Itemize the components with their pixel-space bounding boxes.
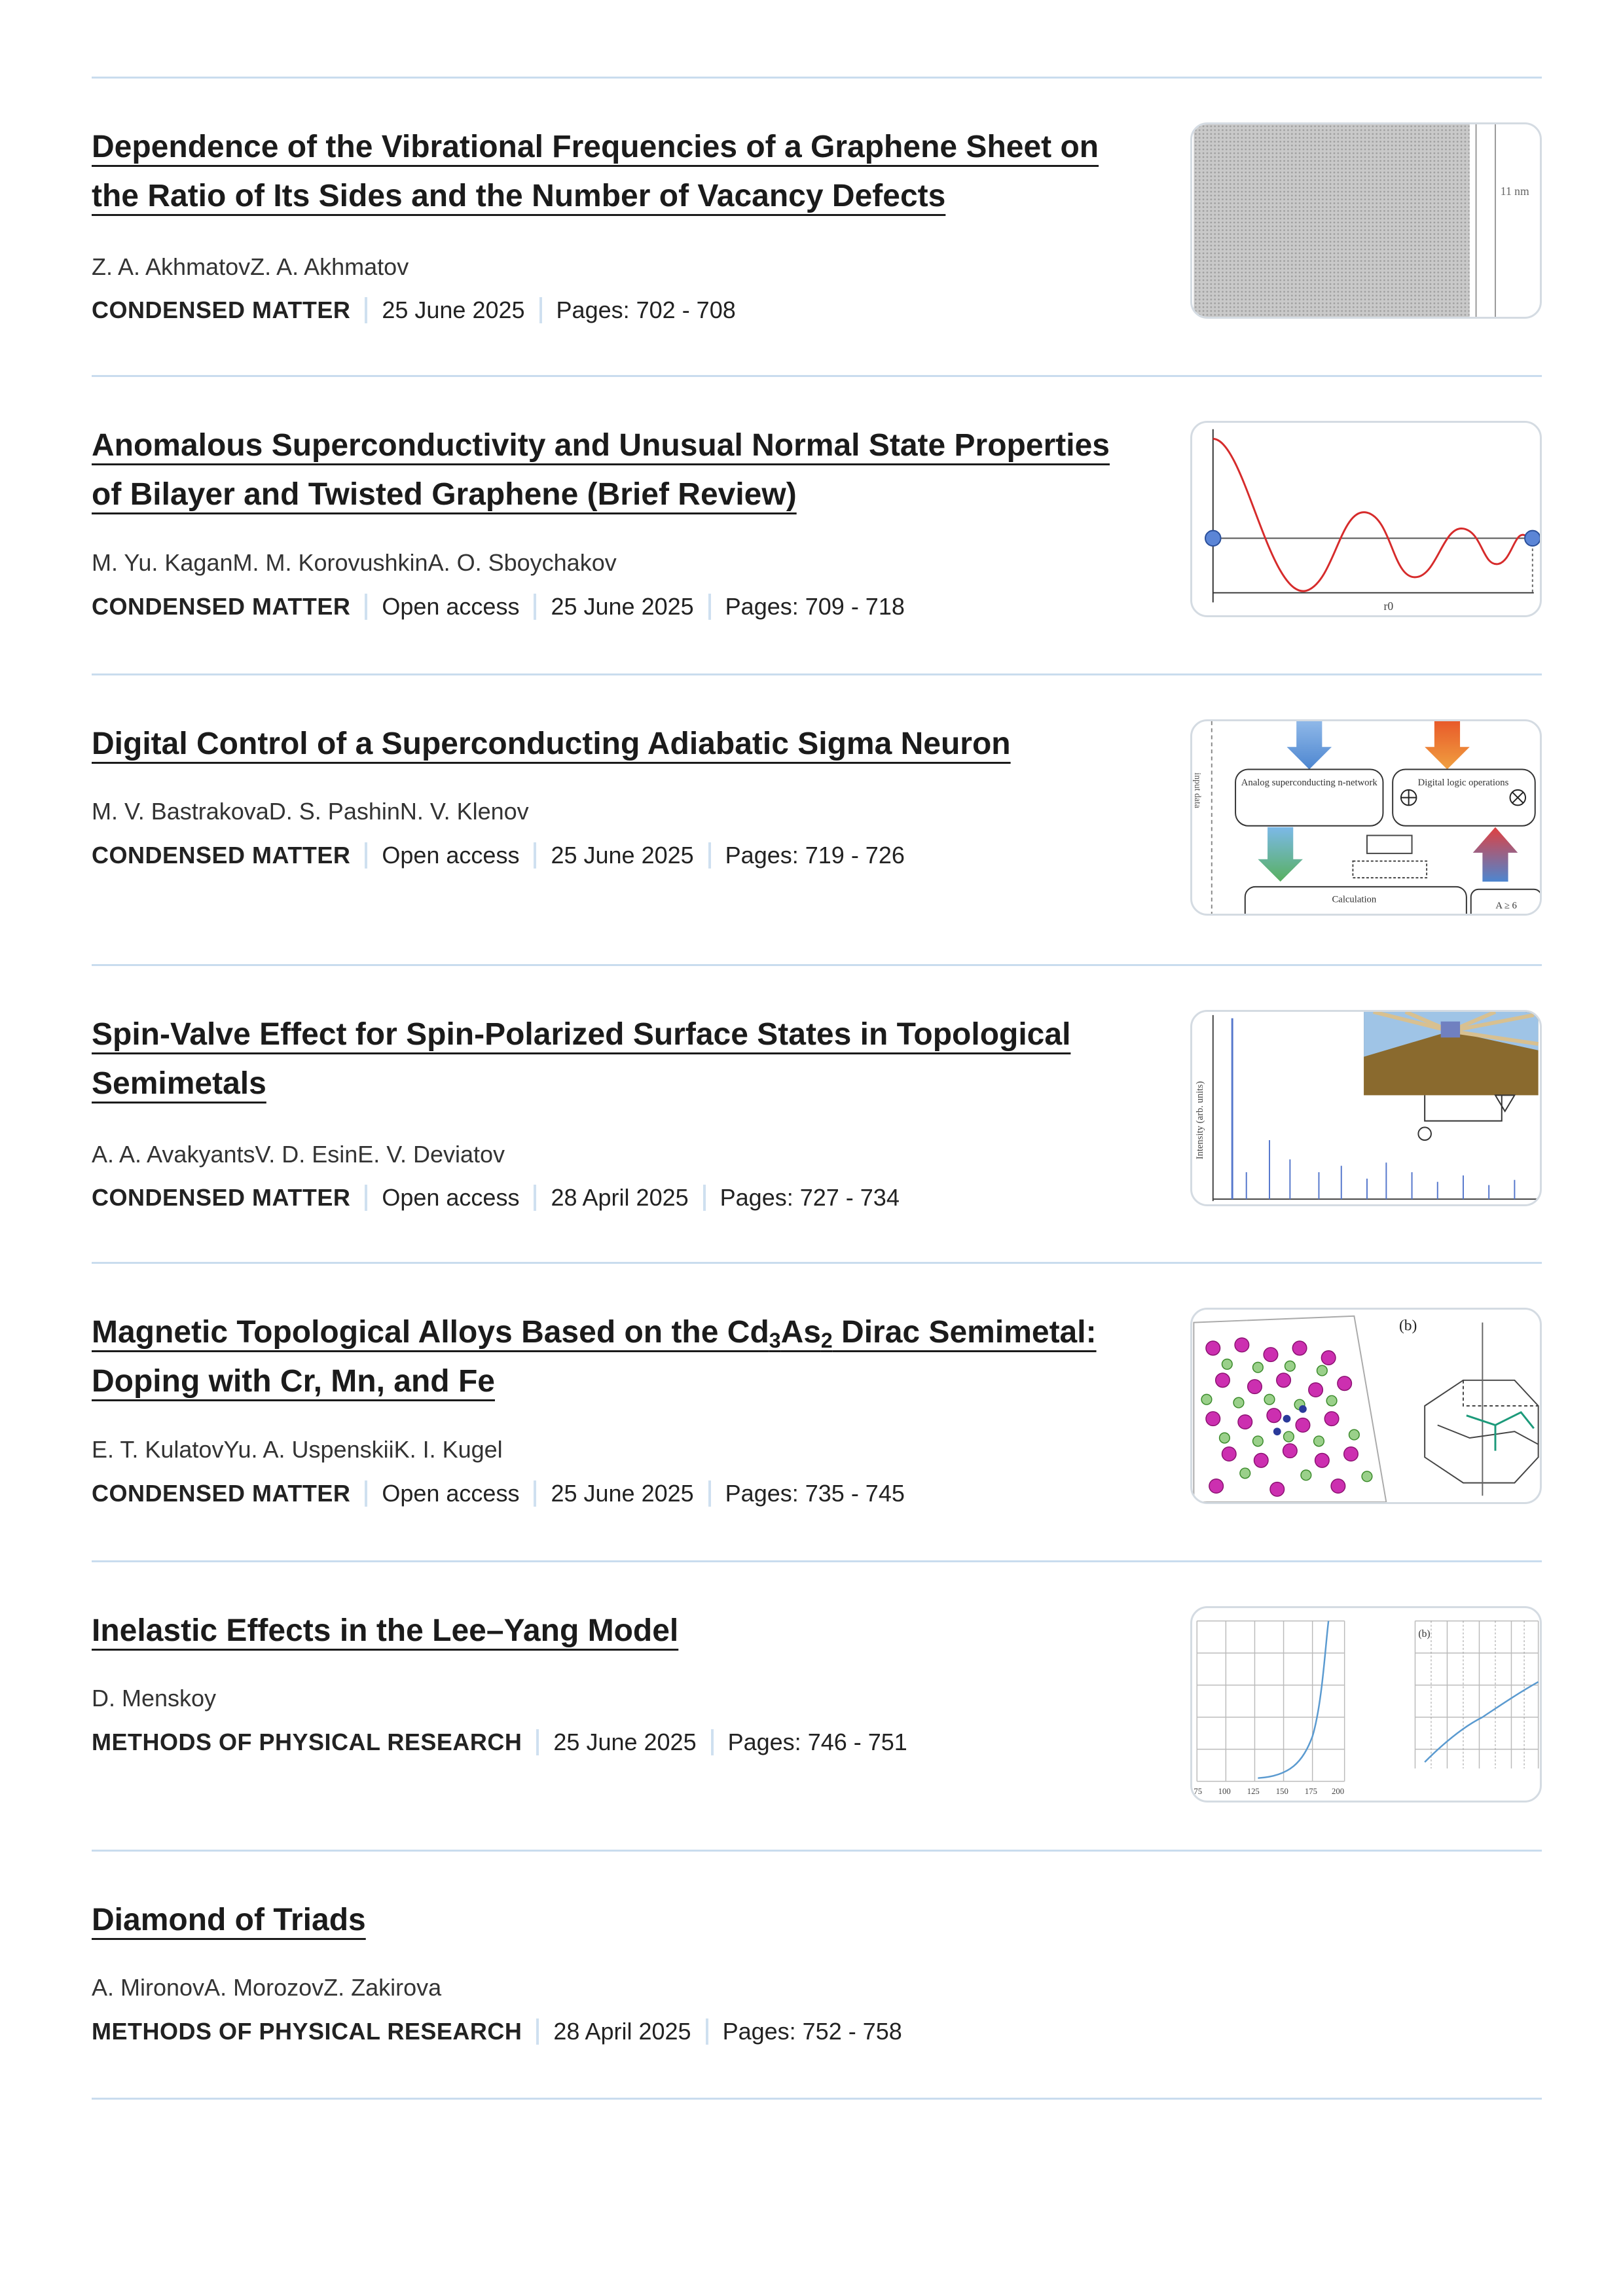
open-access-badge: Open access — [382, 593, 520, 620]
article-title-text[interactable]: Dependence of the Vibrational Frequencies of a Graphene Sheet on the Ratio of Its Sides and the Number of Vacancy Defects — [92, 130, 1099, 213]
meta-separator — [703, 1185, 706, 1211]
article-date: 28 April 2025 — [553, 2018, 691, 2045]
axis-label: r0 — [1383, 600, 1394, 613]
meta-separator — [534, 1480, 536, 1507]
neuron-schematic — [1192, 721, 1540, 914]
article-meta — [92, 842, 905, 869]
article-title-text[interactable]: Anomalous Superconductivity and Unusual Normal State Properties of Bilayer and Twisted Graphene (Brief Review) — [92, 428, 1110, 512]
xrd-spectrum-image — [1192, 1012, 1540, 1204]
meta-separator — [536, 1729, 539, 1755]
meta-separator — [708, 842, 711, 869]
article-thumbnail[interactable] — [1190, 1606, 1542, 1803]
article-section[interactable]: CONDENSED MATTER — [92, 842, 351, 869]
article-section[interactable]: CONDENSED MATTER — [92, 1184, 351, 1211]
divider — [92, 964, 1542, 966]
article-title-text[interactable]: Magnetic Topological Alloys Based on the $Cd_3As_2$ Dirac Semimetal: Doping with Cr, Mn, and Fe — [92, 1315, 1097, 1399]
article-thumbnail[interactable] — [1190, 1308, 1542, 1504]
article-meta — [92, 593, 905, 620]
tick-label: 175 — [1304, 1787, 1318, 1797]
damped-oscillation-plot — [1192, 423, 1540, 615]
article-pages: Pages: 746 - 751 — [727, 1729, 907, 1755]
divider — [92, 77, 1542, 79]
meta-separator — [534, 594, 536, 620]
article-section[interactable]: CONDENSED MATTER — [92, 1480, 351, 1507]
tick-label: 100 — [1218, 1787, 1231, 1797]
block-label: Analog superconducting n-network — [1241, 778, 1377, 788]
article-date: 25 June 2025 — [382, 296, 525, 323]
article-pages: Pages: 727 - 734 — [720, 1184, 900, 1211]
block-label: A ≥ 6 — [1495, 901, 1517, 912]
divider — [92, 673, 1542, 675]
article-pages: Pages: 702 - 708 — [556, 296, 736, 323]
article-meta — [92, 2018, 902, 2045]
article-date: 25 June 2025 — [551, 842, 694, 869]
article-authors: M. Yu. KaganM. M. KorovushkinA. O. Sboychakov — [92, 549, 617, 576]
article-authors: A. A. AvakyantsV. D. EsinE. V. Deviatov — [92, 1141, 505, 1168]
article-section[interactable]: CONDENSED MATTER — [92, 296, 351, 323]
article-meta — [92, 1184, 900, 1211]
panel-label: (b) — [1418, 1628, 1431, 1640]
article-authors: D. Menskoy — [92, 1685, 217, 1712]
article-date: 25 June 2025 — [551, 1480, 694, 1507]
article-title-text[interactable]: Spin-Valve Effect for Spin-Polarized Surface States in Topological Semimetals — [92, 1017, 1071, 1101]
grid-plot-image — [1192, 1608, 1540, 1801]
article-authors: E. T. KulatovYu. A. UspenskiiK. I. Kugel — [92, 1436, 503, 1463]
article-date: 25 June 2025 — [553, 1729, 697, 1755]
article-thumbnail[interactable] — [1190, 122, 1542, 319]
meta-separator — [539, 297, 542, 323]
meta-separator — [365, 1185, 367, 1211]
block-label: Calculation — [1332, 894, 1377, 905]
article-title-link[interactable] — [92, 1308, 1139, 1406]
crystal-structure-image — [1192, 1310, 1540, 1502]
graphene-sheet-image — [1192, 124, 1540, 317]
divider — [92, 1560, 1542, 1562]
article-meta — [92, 296, 736, 324]
divider — [92, 2098, 1542, 2100]
article-pages: Pages: 752 - 758 — [722, 2018, 902, 2045]
tick-label: 200 — [1332, 1787, 1345, 1797]
article-pages: Pages: 719 - 726 — [725, 842, 905, 869]
block-label: Digital logic operations — [1417, 778, 1509, 788]
meta-separator — [365, 1480, 367, 1507]
article-authors: M. V. BastrakovaD. S. PashinN. V. Klenov — [92, 798, 529, 825]
article-title-link[interactable] — [92, 719, 1139, 768]
article-title-text[interactable]: Digital Control of a Superconducting Adiabatic Sigma Neuron — [92, 726, 1011, 761]
divider — [92, 375, 1542, 377]
meta-separator — [708, 594, 711, 620]
article-thumbnail[interactable] — [1190, 421, 1542, 617]
tick-label: 125 — [1247, 1787, 1260, 1797]
article-meta — [92, 1729, 907, 1756]
tick-label: 150 — [1275, 1787, 1288, 1797]
article-title-link[interactable] — [92, 1606, 1139, 1655]
open-access-badge: Open access — [382, 1184, 520, 1211]
article-thumbnail[interactable] — [1190, 719, 1542, 916]
meta-separator — [536, 2018, 539, 2045]
article-section[interactable]: METHODS OF PHYSICAL RESEARCH — [92, 1729, 522, 1755]
article-section[interactable]: CONDENSED MATTER — [92, 593, 351, 620]
scale-label: 11 nm — [1500, 184, 1529, 198]
article-title-text[interactable]: Diamond of Triads — [92, 1903, 366, 1937]
meta-separator — [708, 1480, 711, 1507]
divider — [92, 1850, 1542, 1852]
meta-separator — [365, 842, 367, 869]
meta-separator — [706, 2018, 708, 2045]
meta-separator — [365, 594, 367, 620]
article-title-text[interactable]: Inelastic Effects in the Lee–Yang Model — [92, 1613, 679, 1648]
article-date: 25 June 2025 — [551, 593, 694, 620]
open-access-badge: Open access — [382, 1480, 520, 1507]
input-label: input data — [1192, 772, 1203, 808]
divider — [92, 1262, 1542, 1264]
tick-label: 75 — [1194, 1787, 1203, 1797]
axis-label: Intensity (arb. units) — [1195, 1081, 1206, 1160]
meta-separator — [534, 1185, 536, 1211]
meta-separator — [365, 297, 367, 323]
meta-separator — [711, 1729, 714, 1755]
article-date: 28 April 2025 — [551, 1184, 689, 1211]
article-meta — [92, 1480, 905, 1507]
meta-separator — [534, 842, 536, 869]
article-authors: A. MironovA. MorozovZ. Zakirova — [92, 1974, 442, 2001]
article-thumbnail[interactable] — [1190, 1010, 1542, 1206]
article-pages: Pages: 735 - 745 — [725, 1480, 905, 1507]
article-title-link[interactable] — [92, 122, 1139, 221]
article-title-link[interactable] — [92, 1010, 1139, 1108]
article-title-link[interactable] — [92, 1895, 1139, 1945]
article-pages: Pages: 709 - 718 — [725, 593, 905, 620]
article-section[interactable]: METHODS OF PHYSICAL RESEARCH — [92, 2018, 522, 2045]
article-authors: Z. A. AkhmatovZ. A. Akhmatov — [92, 253, 409, 280]
article-title-link[interactable] — [92, 421, 1139, 519]
open-access-badge: Open access — [382, 842, 520, 869]
panel-label: (b) — [1398, 1317, 1417, 1335]
